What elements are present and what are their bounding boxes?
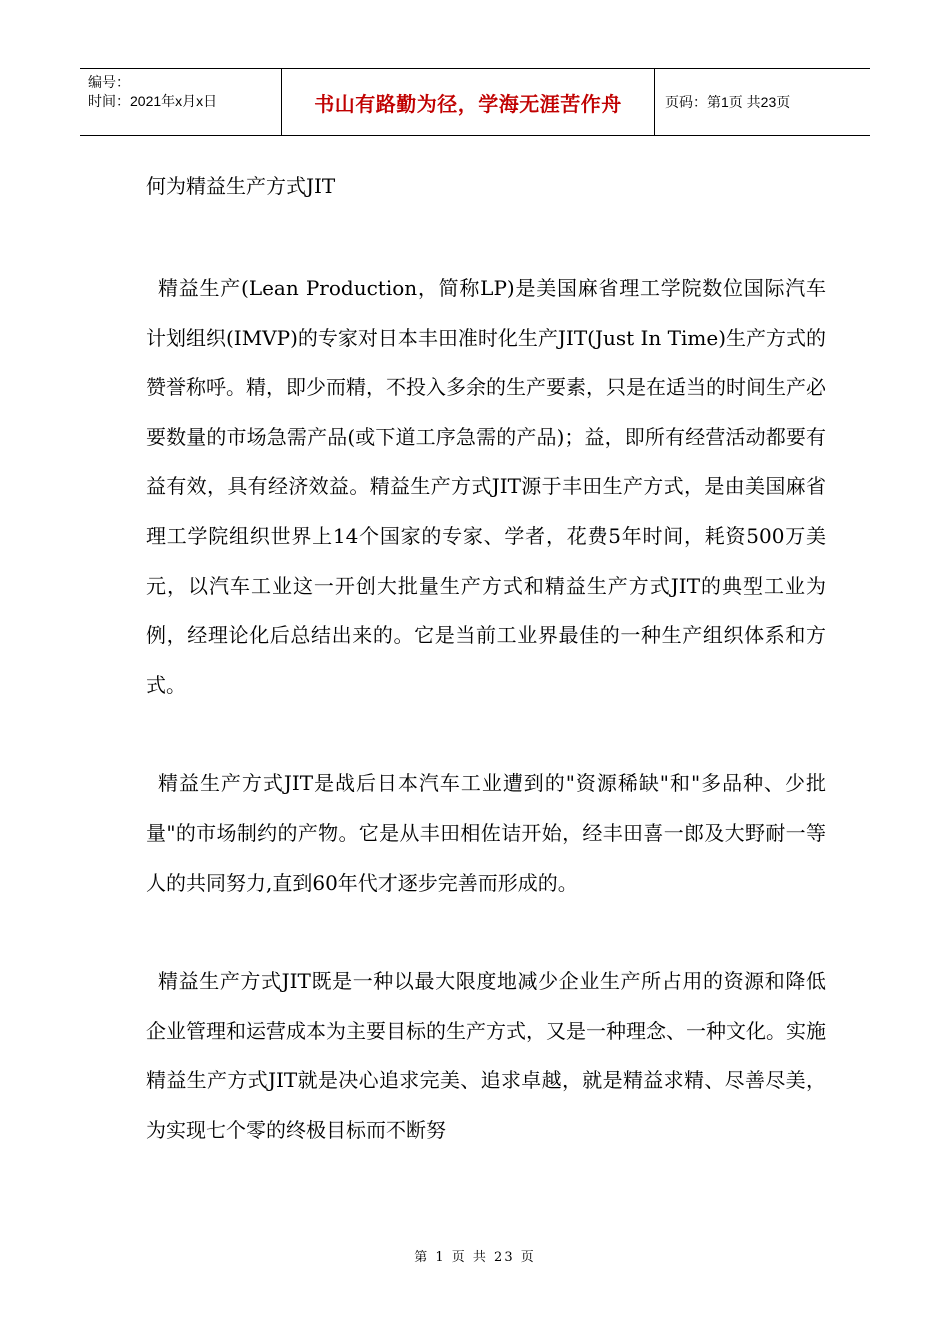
document-header — [80, 68, 870, 136]
paragraph-1: 精益生产(Lean Production，简称LP)是美国麻省理工学院数位国际汽车计划组织(IMVP)的专家对日本丰田准时化生产JIT(Just In Time)生产方式的赞誉称呼。精，即少而精，不投入多余的生产要素，只是在适当的时间生产必要数量的市场急需产品(或下道工序急需的产品)；益，即所有经营活动都要有益有效，具有经济效益。精益生产方式JIT源于丰田生产方式，是由美国麻省理工学院组织世界上14个国家的专家、学者，花费5年时间，耗资500万美元，以汽车工业这一开创大批量生产方式和精益生产方式JIT的典型工业为例，经理论化后总结出来的。它是当前工业界最佳的一种生产组织体系和方式。 — [146, 276, 826, 697]
header-motto-cell — [282, 69, 655, 135]
document-body — [146, 168, 826, 1156]
page-footer: 第 1 页 共 23 页 — [414, 1250, 536, 1265]
header-meta — [80, 69, 282, 135]
serial-label: 编号： — [88, 74, 130, 90]
header-motto: 书山有路勤为径，学海无涯苦作舟 — [314, 91, 622, 116]
document-title: 何为精益生产方式JIT — [146, 174, 336, 198]
time-label: 时间：2021年x月x日 — [88, 93, 218, 109]
header-page-info: 页码：第1页 共23页 — [665, 94, 791, 110]
paragraph-2: 精益生产方式JIT是战后日本汽车工业遭到的"资源稀缺"和"多品种、少批量"的市场制约的产物。它是从丰田相佐诘开始，经丰田喜一郎及大野耐一等人的共同努力,直到60年代才逐步完善而形成的。 — [146, 771, 826, 895]
paragraph-3: 精益生产方式JIT既是一种以最大限度地减少企业生产所占用的资源和降低企业管理和运营成本为主要目标的生产方式，又是一种理念、一种文化。实施精益生产方式JIT就是决心追求完美、追求卓越，就是精益求精、尽善尽美，为实现七个零的终极目标而不断努 — [146, 969, 826, 1142]
